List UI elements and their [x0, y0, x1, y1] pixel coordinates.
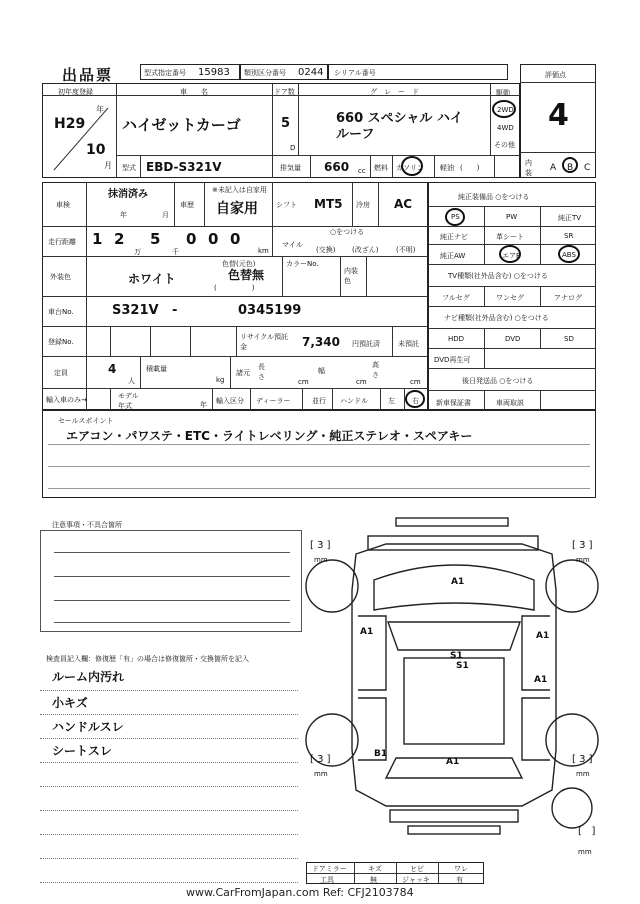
grade-label: グ レ ー ド	[370, 88, 419, 96]
legend-header: ヒビ	[410, 865, 424, 873]
shift-value: MT5	[314, 197, 343, 211]
month-label: 月	[104, 161, 112, 170]
damage-mark-roof-1: S1	[450, 651, 463, 661]
notes-box	[40, 530, 302, 632]
use-value: 自家用	[216, 201, 258, 217]
width-cm: cm	[356, 378, 367, 386]
drive-2wd-circle	[492, 100, 516, 118]
mileage-label: 走行距離	[48, 238, 76, 246]
mileage-digit: 2	[114, 230, 125, 248]
fuel-diesel: 軽油	[440, 164, 454, 172]
reg-label: 登録No.	[48, 338, 74, 346]
sen-label: 千	[172, 248, 179, 256]
width-label: 幅	[318, 367, 325, 375]
tire-mm-rl: mm	[314, 770, 328, 778]
model-label: 型式	[122, 164, 136, 172]
damage-mark-left-rear: B1	[374, 749, 388, 759]
eq-aw: 純正AW	[440, 252, 466, 260]
fuel-label: 燃料	[374, 164, 388, 172]
navi-type-title: ナビ種類(社外品含む) ○をつける	[444, 314, 549, 322]
dims-label: 諸元	[236, 369, 250, 377]
note-item: ハンドルスレ	[52, 720, 124, 734]
tire-depth-spare: [ ]	[578, 826, 596, 837]
ac-value: AC	[394, 197, 413, 211]
doors-label: ドア数	[274, 88, 295, 96]
interior-label: 内装	[525, 159, 532, 177]
capacity-label: 定員	[54, 369, 68, 377]
len-cm: cm	[298, 378, 309, 386]
drive-label: 駆動	[496, 89, 510, 97]
drive-2wd: 2WD	[497, 106, 514, 114]
tv-oneseg: ワンセグ	[496, 294, 524, 302]
tire-depth-rear-right: [ 3 ]	[572, 754, 593, 765]
fuel-gas-circle	[401, 156, 423, 176]
model-designation-value: 15983	[198, 67, 230, 78]
capacity-value: 4	[108, 362, 117, 376]
abs-circle	[558, 245, 580, 263]
eq-navi: 純正ナビ	[440, 233, 468, 241]
navi-hdd: HDD	[448, 335, 465, 343]
eq-leather: 革シート	[496, 233, 524, 241]
tire-mm-rr: mm	[576, 770, 590, 778]
watermark: www.CarFromJapan.com Ref: CFJ2103784	[186, 886, 414, 899]
category-value: 0244	[298, 67, 324, 78]
doors-value: 5	[281, 116, 291, 131]
import-label: 輸入車のみ→	[46, 396, 87, 404]
mileage-digit: 5	[150, 230, 161, 248]
chassis-prefix: S321V	[112, 303, 159, 318]
color-orig-value: 色替無	[228, 268, 265, 282]
legend-row-label: 工具	[320, 876, 334, 884]
rating-value: 4	[548, 98, 569, 133]
grade-line1: 660 スペシャル ハイ	[336, 111, 463, 126]
car-diagram	[296, 510, 616, 890]
tire-depth-front-right: [ 3 ]	[572, 540, 593, 551]
interior-c: C	[584, 163, 591, 173]
int-color-label: 内装色	[344, 267, 358, 285]
interior-b: B	[567, 163, 574, 173]
note-item: ルーム内汚れ	[52, 670, 125, 684]
airbag-circle	[499, 245, 521, 263]
tv-type-title: TV種類(社外品含む) ○をつける	[448, 272, 548, 280]
mileage-digit: 0	[186, 230, 197, 248]
mile-label: マイル	[282, 241, 303, 249]
tire-depth-front-left: [ 3 ]	[310, 540, 331, 551]
handle-label: ハンドル	[340, 397, 368, 405]
ps-circle	[445, 208, 465, 226]
height-label: 高さ	[372, 361, 379, 379]
model-designation-label: 型式指定番号	[144, 69, 186, 77]
tire-mm-fl: mm	[314, 556, 328, 564]
chassis-number: 0345199	[238, 303, 302, 318]
year-label: 年	[96, 105, 104, 114]
color-orig-label: 色替(元色)	[222, 260, 256, 268]
import-type-label: 輸入区分	[216, 397, 244, 405]
shaken-value: 抹消済み	[108, 189, 148, 200]
parallel-label: 並行	[312, 397, 326, 405]
km-label: km	[258, 247, 269, 255]
handle-left: 左	[388, 397, 395, 405]
serial-label: シリアル番号	[334, 69, 376, 77]
first-reg-year: H29	[54, 116, 86, 132]
damage-mark-right-rear: A1	[534, 675, 548, 685]
tv-fullseg: フルセグ	[442, 294, 470, 302]
damage-mark-left-front: A1	[360, 627, 374, 637]
exchange-label: (交換)	[316, 246, 336, 254]
unknown-label: (不明)	[396, 246, 416, 254]
warranty-label: 新車保証書	[436, 399, 471, 407]
first-reg-label: 初年度登録	[58, 88, 93, 96]
mileage-digit: 1	[92, 230, 103, 248]
genuine-title: 純正装備品 ○をつける	[458, 193, 530, 201]
dealer-label: ディーラー	[256, 397, 291, 405]
navi-dvd: DVD	[505, 335, 521, 343]
eq-pw: PW	[506, 213, 518, 221]
shaken-label: 車検	[56, 201, 70, 209]
interior-a: A	[550, 163, 557, 173]
displacement-label: 排気量	[280, 164, 301, 172]
sales-text: エアコン・パワステ・ETC・ライトレベリング・純正ステレオ・スペアキー	[66, 429, 473, 443]
first-reg-month: 10	[86, 142, 106, 158]
use-note: ※未記入は自家用	[212, 186, 267, 194]
legend-value: 無	[370, 876, 377, 884]
eq-airbag: エアB	[502, 252, 521, 260]
tire-depth-rear-left: [ 3 ]	[310, 754, 331, 765]
manual-label: 車両取説	[496, 399, 524, 407]
chassis-label: 車台No.	[48, 308, 74, 316]
modified-label: (改ざん)	[352, 246, 379, 254]
note-item: 小キズ	[52, 696, 88, 710]
inspector-label: 検査員記入欄：修復歴「有」の場合は修復箇所・交換箇所を記入	[46, 655, 249, 663]
sales-label: セールスポイント	[58, 417, 114, 425]
page-title: 出品票	[62, 66, 114, 84]
circle-note: ○をつける	[330, 228, 365, 236]
dvd-play: DVD再生可	[434, 356, 471, 364]
color-no-label: カラーNo.	[286, 260, 319, 268]
grade-line2: ルーフ	[336, 127, 375, 142]
rating-label: 評価点	[545, 71, 566, 79]
recycle-label: リサイクル預託金	[240, 333, 289, 351]
capacity-unit: 人	[128, 377, 135, 385]
drive-4wd: 4WD	[497, 124, 514, 132]
later-title: 後日発送品 ○をつける	[462, 377, 534, 385]
use-label: 車歴	[180, 201, 194, 209]
recycle-paid: 円預託済	[352, 340, 380, 348]
tire-mm-spare: mm	[578, 848, 592, 856]
category-label: 類別区分番号	[244, 69, 286, 77]
car-name-value: ハイゼットカーゴ	[122, 116, 241, 134]
import-nen: 年	[200, 401, 207, 409]
eq-ps: PS	[451, 213, 460, 221]
shaken-year: 年	[120, 211, 127, 219]
damage-mark-rear: A1	[446, 757, 460, 767]
recycle-value: 7,340	[302, 335, 340, 349]
notes-label: 注意事項・不具合箇所	[52, 521, 122, 529]
tv-analog: アナログ	[554, 294, 582, 302]
model-value: EBD-S321V	[146, 160, 222, 174]
handle-right: 右	[412, 397, 419, 405]
drive-other: その他	[494, 141, 515, 149]
load-label: 積載量	[146, 365, 167, 373]
legend-value: 有	[456, 876, 463, 884]
fuel-gas: ガソリン	[396, 164, 424, 172]
mileage-digit: 0	[230, 230, 241, 248]
man-label: 万	[134, 248, 141, 256]
color-value: ホワイト	[128, 272, 176, 286]
navi-sd: SD	[564, 335, 574, 343]
note-item: シートスレ	[52, 744, 112, 758]
legend-header: キズ	[368, 865, 382, 873]
damage-mark-right-front: A1	[536, 631, 550, 641]
legend-value: ジャッキ	[402, 876, 430, 884]
cc-label: cc	[358, 167, 366, 175]
len-label: 長さ	[258, 363, 265, 381]
sales-point-box	[42, 410, 596, 498]
legend-header: ワレ	[454, 865, 468, 873]
recycle-unpaid: 未預託	[398, 340, 419, 348]
doors-suffix: D	[290, 144, 296, 152]
legend-header: ドアミラー	[312, 865, 347, 873]
model-year-label: モデル年式	[118, 392, 139, 410]
damage-mark-roof-2: S1	[456, 661, 469, 671]
color-paren: ( )	[214, 284, 255, 292]
damage-mark-hood: A1	[451, 577, 465, 587]
ac-label: 冷房	[356, 201, 370, 209]
load-kg: kg	[216, 376, 225, 384]
height-cm: cm	[410, 378, 421, 386]
eq-sr: SR	[564, 232, 574, 240]
eq-abs: ABS	[562, 251, 576, 259]
chassis-dash: -	[172, 303, 178, 318]
displacement-value: 660	[324, 160, 350, 174]
color-label: 外装色	[50, 273, 71, 281]
interior-b-circle	[562, 157, 578, 173]
mileage-digit: 0	[208, 230, 219, 248]
fuel-paren: ( )	[460, 164, 480, 172]
shaken-month: 月	[162, 211, 169, 219]
car-name-label: 車 名	[180, 88, 208, 96]
eq-tv: 純正TV	[558, 214, 582, 222]
shift-label: シフト	[276, 201, 297, 209]
tire-mm-fr: mm	[576, 556, 590, 564]
handle-right-circle	[405, 390, 425, 408]
